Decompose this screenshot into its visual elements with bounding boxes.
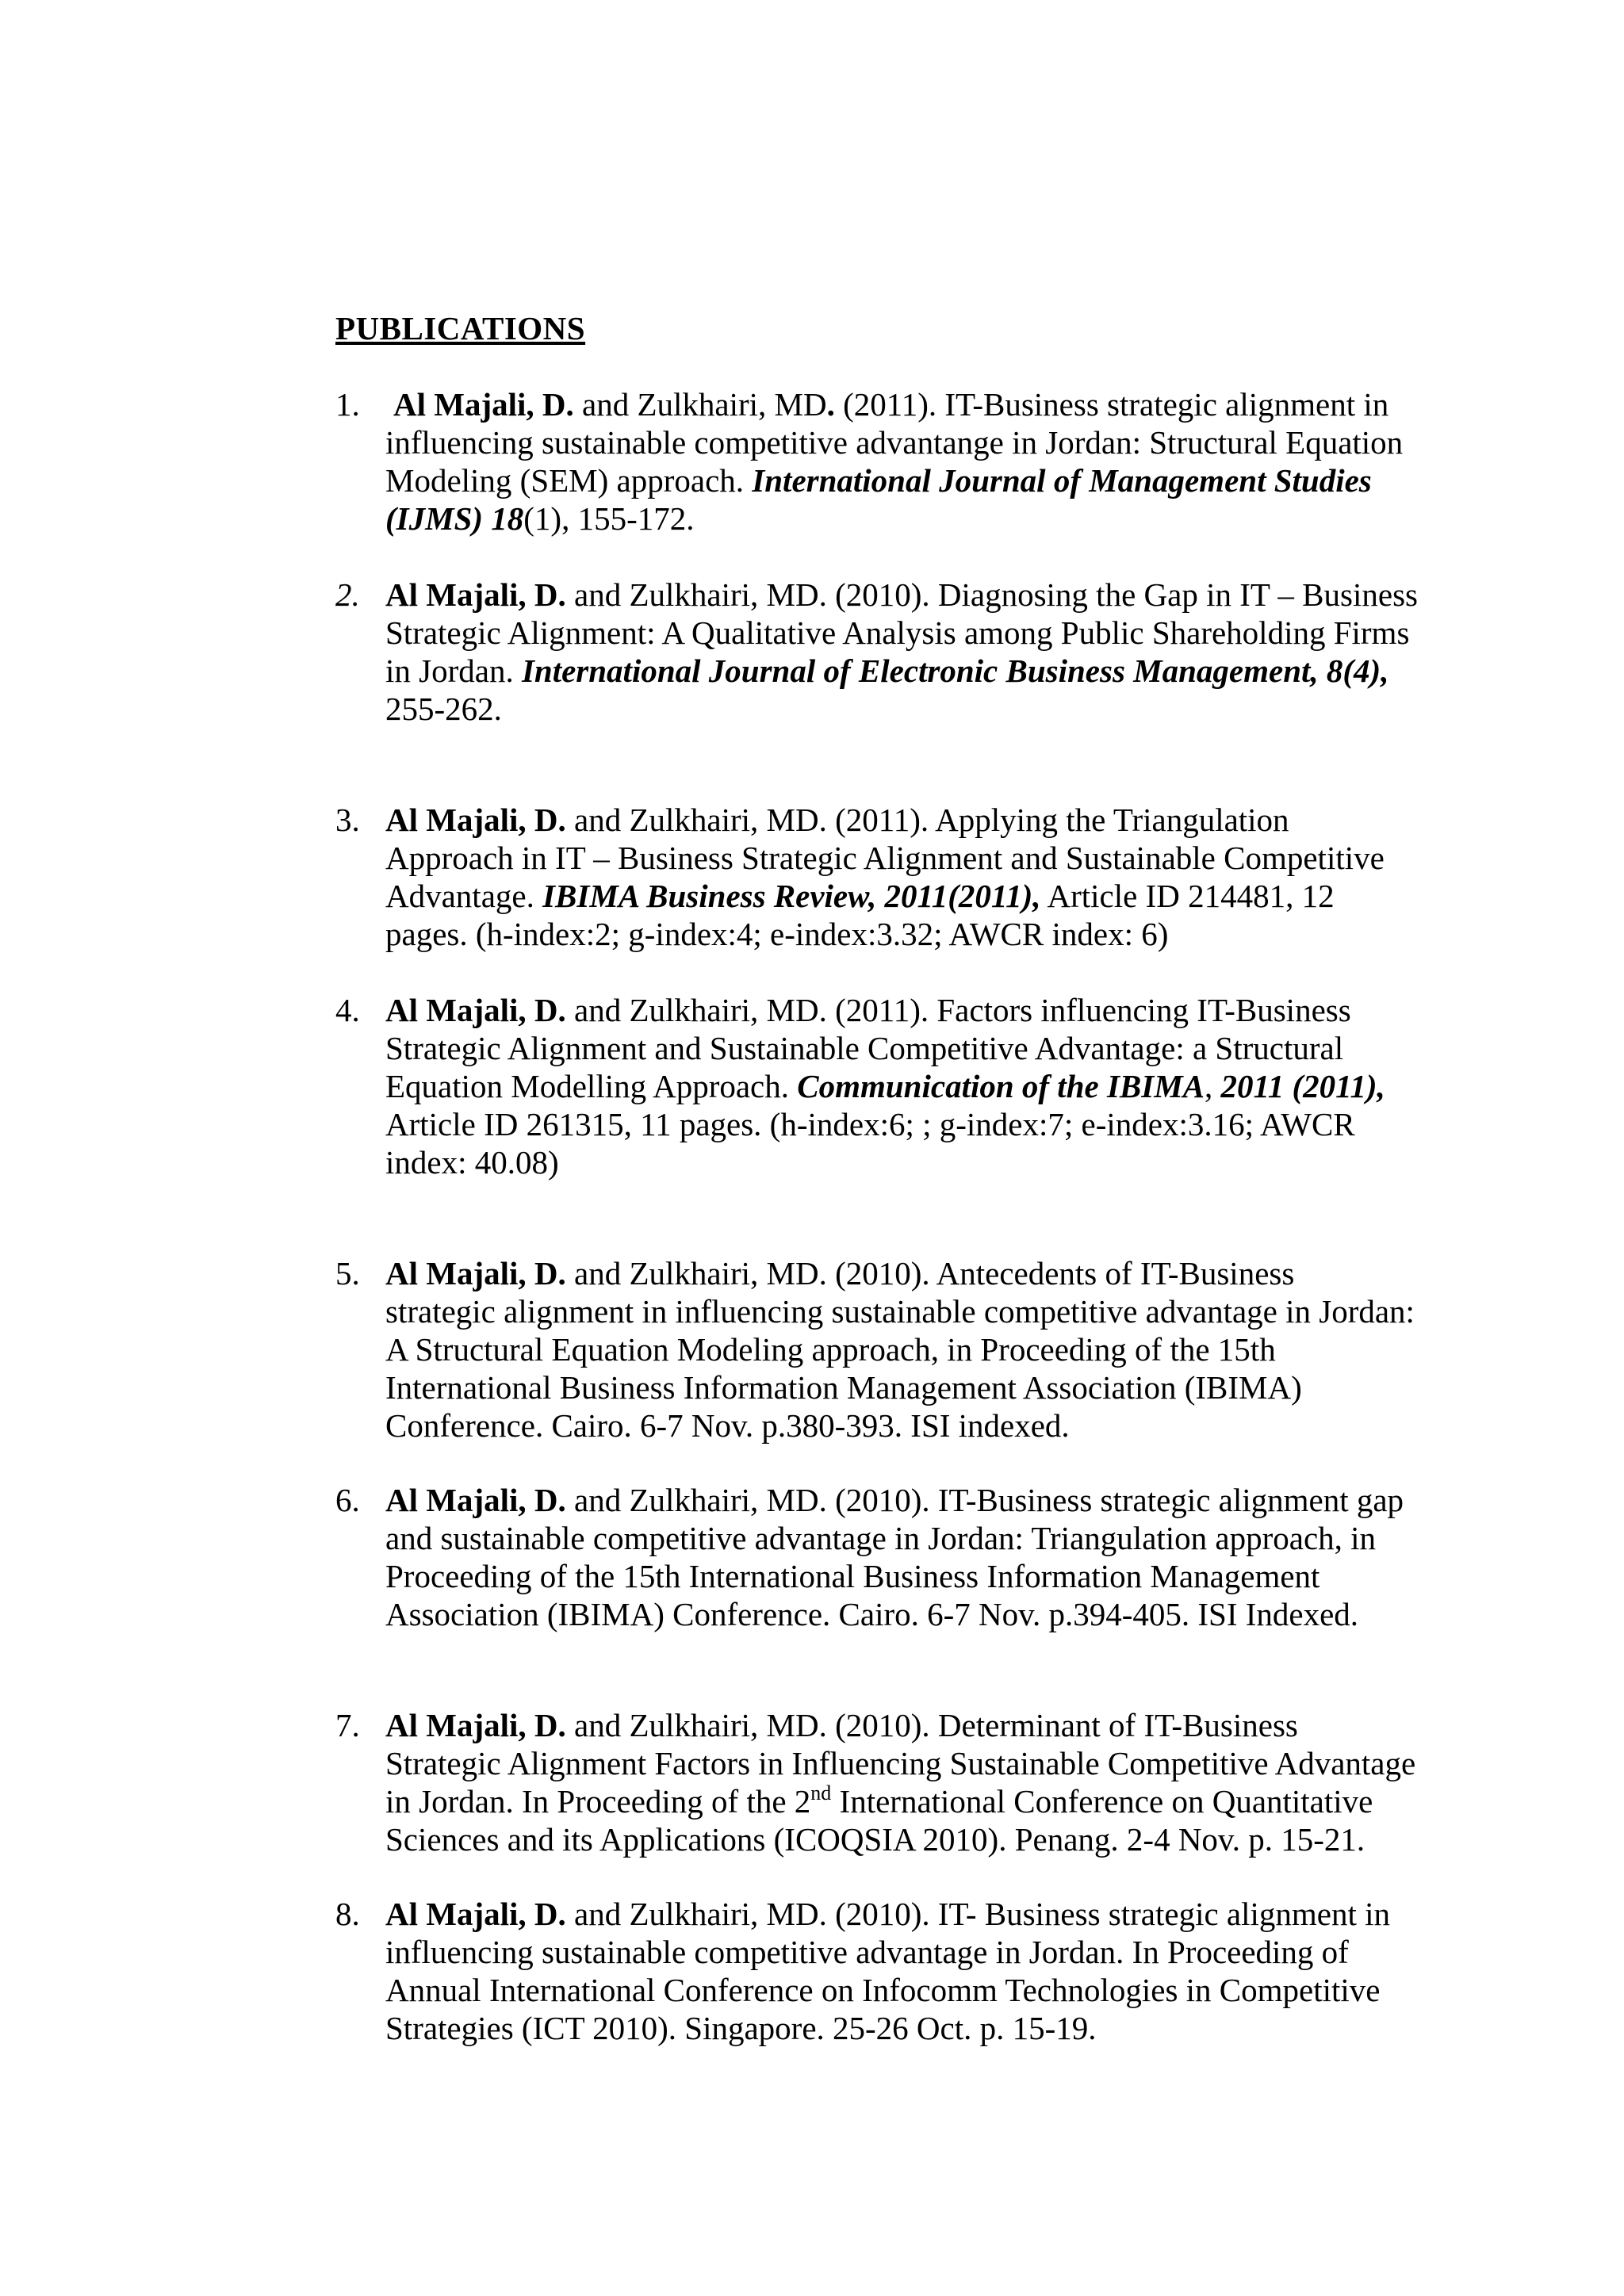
item-number: 2. (335, 576, 360, 613)
journal-title: International Journal of Electronic Business Management, 8(4), (521, 652, 1389, 689)
item-number: 1. (335, 386, 360, 423)
citation-text: Al Majali, D. and Zulkhairi, MD. (2011). Applying the Triangulation Approach in IT – Business Strategic Alignment and Sustainable Competitive Advantage. IBIMA Business Review, 2011(2011), Article ID 214481, 12 pages. (h-index:2; g-index:4; e-index:3.32; AWCR index: 6) (385, 802, 1385, 952)
ordinal-superscript: nd (810, 1781, 832, 1804)
publications-heading: PUBLICATIONS (335, 310, 586, 346)
item-number: 6. (335, 1482, 360, 1518)
citation-text: Al Majali, D. and Zulkhairi, MD. (2010). IT-Business strategic alignment gap and sustainable competitive advantage in Jordan: Triangulation approach, in Proceeding of the 15th International Business Information Management Association (IBIMA) Conference. Cairo. 6-7 Nov. p.394-405. ISI Indexed. (385, 1482, 1404, 1632)
citation-text: Al Majali, D. and Zulkhairi, MD. (2010). IT- Business strategic alignment in influencing sustainable competitive advantage in Jordan. In Proceeding of Annual International Conference on Infocomm Technologies in Competitive Strategies (ICT 2010). Singapore. 25-26 Oct. p. 15-19. (385, 1896, 1391, 2046)
citation-text: Al Majali, D. and Zulkhairi, MD. (2010). Diagnosing the Gap in IT – Business Strategic Alignment: A Qualitative Analysis among Public Shareholding Firms in Jordan. International Journal of Electronic Business Management, 8(4), 255-262. (385, 576, 1418, 727)
item-number: 3. (335, 802, 360, 838)
item-number: 8. (335, 1896, 360, 1932)
item-number: 7. (335, 1707, 360, 1743)
citation-text: Al Majali, D. and Zulkhairi, MD. (2010). Determinant of IT-Business Strategic Alignment Factors in Influencing Sustainable Competitive Advantage in Jordan. In Proceeding of the 2nd International Conference on Quantitative Sciences and its Applications (ICOQSIA 2010). Penang. 2-4 Nov. p. 15-21. (385, 1707, 1416, 1858)
citation-text: Al Majali, D. and Zulkhairi, MD. (2011). Factors influencing IT-Business Strategic Alignment and Sustainable Competitive Advantage: a Structural Equation Modelling Approach. Communication of the IBIMA, 2011 (2011), Article ID 261315, 11 pages. (h-index:6; ; g-index:7; e-index:3.16; AWCR index: 40.08) (385, 992, 1385, 1181)
item-number: 5. (335, 1255, 360, 1292)
citation-text: Al Majali, D. and Zulkhairi, MD. (2011). IT-Business strategic alignment in influencing sustainable competitive advantange in Jordan: Structural Equation Modeling (SEM) approach. International Journal of Management Studies (IJMS) 18(1), 155-172. (385, 386, 1404, 537)
item-number: 4. (335, 992, 360, 1028)
journal-title: IBIMA Business Review, 2011(2011), (542, 878, 1041, 914)
journal-title: International Journal of Management Studies (752, 462, 1372, 499)
citation-text: Al Majali, D. and Zulkhairi, MD. (2010). Antecedents of IT-Business strategic alignment in influencing sustainable competitive advantage in Jordan: A Structural Equation Modeling approach, in Proceeding of the 15th International Business Information Management Association (IBIMA) Conference. Cairo. 6-7 Nov. p.380-393. ISI indexed. (385, 1255, 1415, 1444)
journal-title: Communication of the IBIMA (797, 1068, 1205, 1104)
